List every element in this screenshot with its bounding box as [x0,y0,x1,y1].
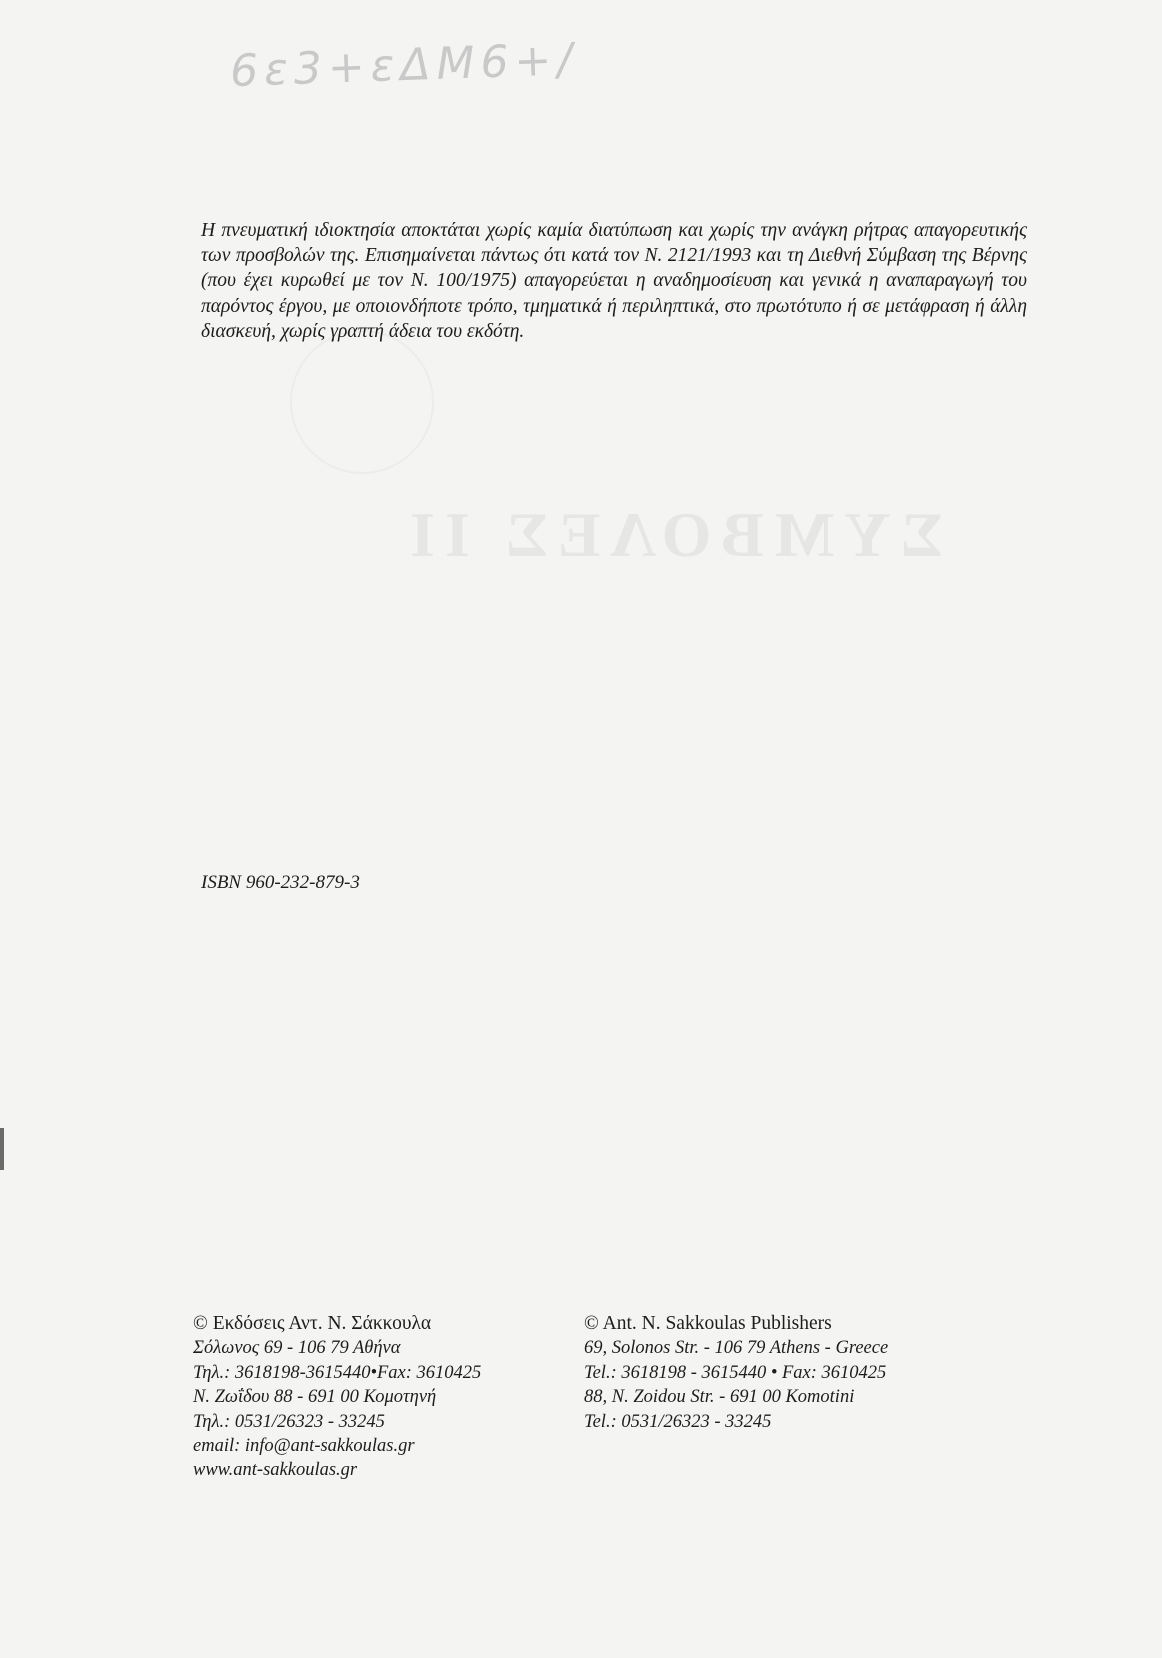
publisher-english-name: © Ant. N. Sakkoulas Publishers [584,1313,832,1334]
publisher-english [584,1312,888,1434]
publisher-greek [193,1312,481,1483]
copyright-notice: Η πνευματική ιδιοκτησία αποκτάται χωρίς καμία διατύπωση και χωρίς την ανάγκη ρήτρας απαγορευτικής των προσβολών της. Επισημαίνεται πάντως ότι κατά τον Ν. 2121/1993 και τη Διεθνή Σύμβαση της Βέρνης (που έχει κυρωθεί με τον Ν. 100/1975) απαγορεύεται η αναδημοσίευση και γενικά η αναπαραγωγή του παρόντος έργου, με οποιονδήποτε τρόπο, τμηματικά ή περιληπτικά, στο πρωτότυπο ή σε μετάφραση ή άλλη διασκευή, χωρίς γραπτή άδεια του εκδότη. [201,220,1027,342]
isbn: ISBN 960-232-879-3 [201,872,360,893]
publisher-english-phone-komotini: Tel.: 0531/26323 - 33245 [584,1411,772,1432]
publisher-english-address-athens: 69, Solonos Str. - 106 79 Athens - Greece [584,1338,889,1359]
publisher-website: www.ant-sakkoulas.gr [193,1460,358,1481]
publisher-greek-address-athens: Σόλωνος 69 - 106 79 Αθήνα [193,1338,401,1359]
handwritten-note: 6ε3+εΔΜ6+/ [229,33,579,98]
publisher-english-address-komotini: 88, N. Zoidou Str. - 691 00 Komotini [584,1387,855,1408]
publisher-greek-name: © Εκδόσεις Αντ. Ν. Σάκκουλα [193,1313,432,1334]
publisher-greek-address-komotini: Ν. Ζωΐδου 88 - 691 00 Κομοτηνή [193,1387,437,1408]
publisher-greek-phone-komotini: Τηλ.: 0531/26323 - 33245 [193,1411,385,1432]
publisher-greek-phone-athens: Τηλ.: 3618198-3615440•Fax: 3610425 [193,1362,482,1383]
scan-edge-mark [0,1128,4,1170]
bleed-through-title: ΣΥΜΒΟΛΕΣ ΙΙ [400,499,943,570]
publisher-email: email: info@ant-sakkoulas.gr [193,1436,415,1457]
publisher-english-phone-athens: Tel.: 3618198 - 3615440 • Fax: 3610425 [584,1362,887,1383]
stamp-bleed-through [290,330,434,474]
